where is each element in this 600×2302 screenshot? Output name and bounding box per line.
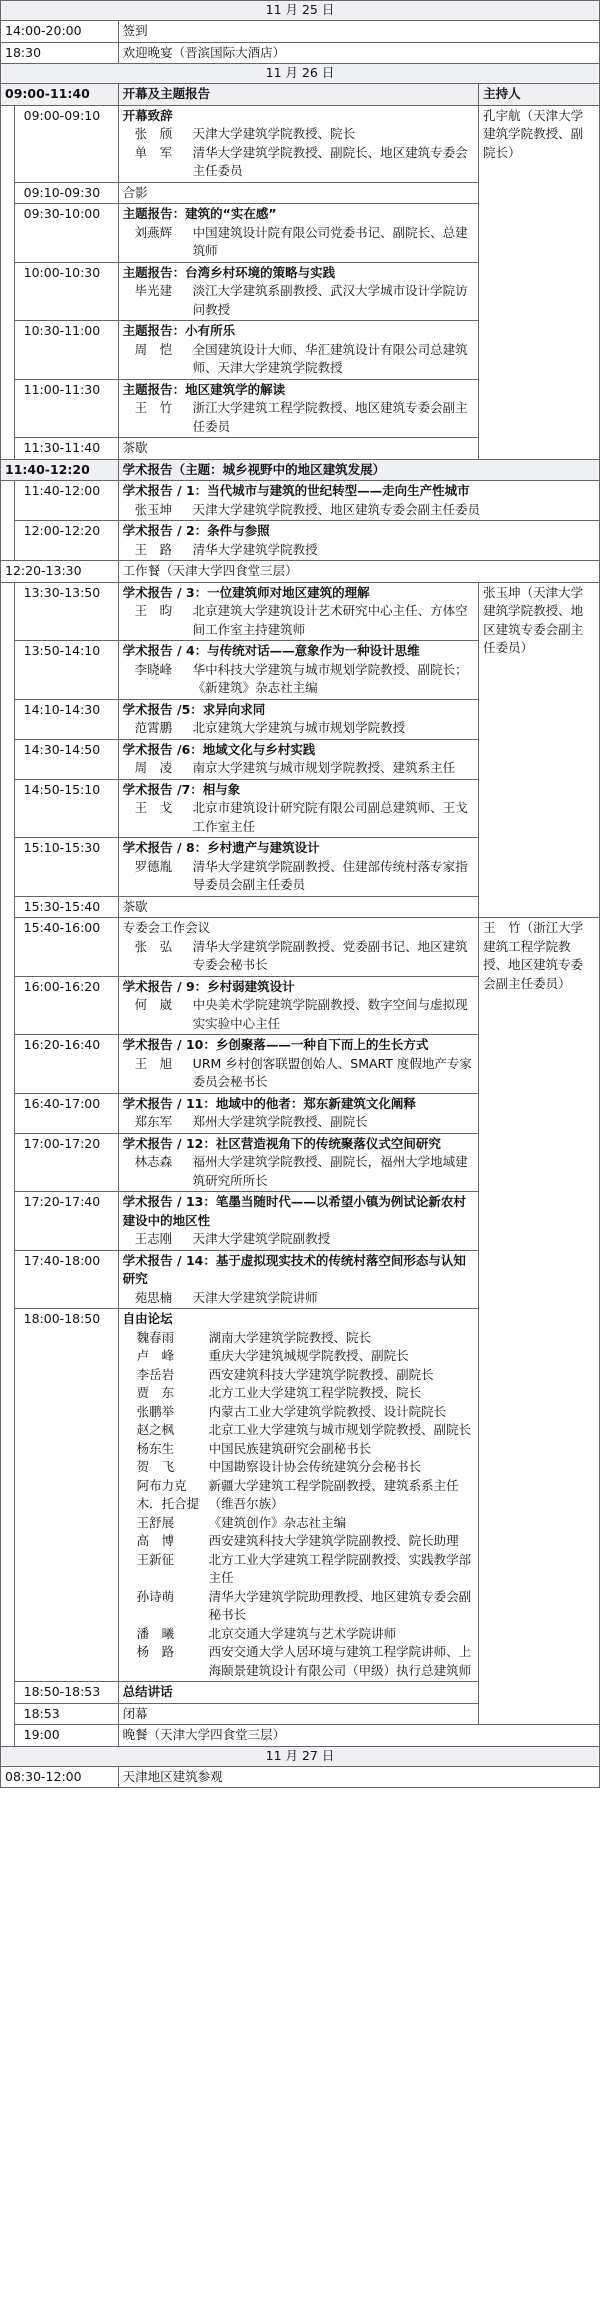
item-title: 学术报告 / 1：当代城市与建筑的世纪转型——走向生产性城市 — [122, 483, 470, 498]
speaker — [123, 1477, 474, 1514]
speaker-title: 北京市建筑设计研究院有限公司副总建筑师、王戈工作室主任 — [192, 800, 468, 834]
speaker — [123, 1366, 474, 1385]
time-cell: 17:20-17:40 — [14, 1192, 118, 1251]
speaker — [123, 719, 474, 738]
item-cell — [118, 1309, 478, 1682]
time-cell: 15:40-16:00 — [14, 918, 118, 977]
item-cell — [118, 438, 478, 460]
speaker-name: 王舒展 — [136, 1514, 175, 1530]
speaker-name: 赵之枫 — [136, 1422, 175, 1437]
speaker-title: 清华大学建筑学院教授 — [192, 541, 318, 557]
time-cell: 09:10-09:30 — [14, 182, 118, 204]
speaker-name: 贺 飞 — [136, 1459, 175, 1474]
item-cell — [118, 896, 478, 918]
speaker — [123, 1588, 474, 1625]
speaker — [123, 541, 595, 560]
speaker-name: 杨东生 — [136, 1440, 175, 1456]
speaker-title: 清华大学建筑学院助理教授、地区建筑专委会副秘书长 — [208, 1588, 472, 1622]
speaker — [123, 858, 474, 895]
section-title: 开幕及主题报告 — [118, 84, 478, 106]
speaker — [123, 1113, 474, 1132]
item-cell — [118, 321, 478, 380]
session-item-row — [1, 521, 600, 561]
item-cell — [118, 481, 599, 521]
speaker-name: 王新征 — [136, 1551, 175, 1567]
speaker-title: 北京交通大学建筑与艺术学院讲师 — [208, 1625, 397, 1641]
schedule-row — [1, 1725, 600, 1747]
item-title: 学术报告 /6：地域文化与乡村实践 — [122, 741, 316, 757]
speaker-title: 清华大学建筑学院副教授、党委副书记、地区建筑专委会秘书长 — [192, 938, 468, 972]
speaker — [123, 1421, 474, 1440]
speaker-name: 王 旭 — [134, 1055, 173, 1071]
speaker — [123, 1347, 474, 1366]
time-cell: 18:50-18:53 — [14, 1682, 118, 1704]
speaker-title: 内蒙古工业大学建筑学院教授、设计院院长 — [208, 1403, 447, 1419]
item-cell — [118, 182, 478, 204]
item-title: 茶歇 — [122, 440, 148, 455]
session-item-row — [1, 582, 600, 641]
item-cell — [118, 641, 478, 700]
item-title: 合影 — [122, 184, 148, 200]
speaker — [123, 661, 474, 698]
speaker-name: 杨 路 — [136, 1644, 175, 1659]
speaker-name: 张鹏举 — [136, 1403, 175, 1419]
speaker-title: 中国建筑设计院有限公司党委书记、副院长、总建筑师 — [192, 224, 468, 258]
time-cell: 12:20-13:30 — [1, 561, 119, 583]
item-title: 学术报告 / 4：与传统对话——意象作为一种设计思维 — [122, 643, 420, 658]
event-cell: 晚餐（天津大学四食堂三层） — [118, 1725, 599, 1747]
time-cell: 12:00-12:20 — [14, 521, 118, 561]
indent-cell — [1, 481, 15, 561]
speaker — [123, 938, 474, 975]
item-title: 主题报告：台湾乡村环境的策略与实践 — [122, 264, 336, 280]
time-cell: 17:40-18:00 — [14, 1250, 118, 1309]
speaker-title: 淡江大学建筑系副教授、武汉大学城市设计学院访问教授 — [192, 283, 468, 317]
section-time: 11:40-12:20 — [1, 459, 119, 481]
speaker — [123, 1289, 474, 1308]
time-cell: 09:00-09:10 — [14, 105, 118, 182]
schedule-row — [1, 42, 600, 64]
day-header-row — [1, 1, 600, 21]
speaker-name: 王 竹 — [134, 400, 173, 415]
item-cell — [118, 699, 478, 739]
item-title: 学术报告 / 8：乡村遗产与建筑设计 — [122, 840, 320, 855]
speaker-title: 《建筑创作》杂志社主编 — [208, 1514, 347, 1530]
item-cell — [118, 1035, 478, 1094]
item-title: 自由论坛 — [122, 1311, 173, 1326]
speaker — [123, 501, 595, 520]
speaker-title: 清华大学建筑学院教授、副院长、地区建筑专委会主任委员 — [192, 144, 468, 178]
item-title: 学术报告 / 9：乡村弱建筑设计 — [122, 978, 295, 994]
speaker-name: 贾 东 — [136, 1385, 175, 1400]
speaker-name: 单 军 — [134, 144, 173, 160]
section-time: 09:00-11:40 — [1, 84, 119, 106]
item-title: 开幕致辞 — [122, 107, 173, 123]
speaker — [123, 1625, 474, 1644]
speaker-title: 重庆大学建筑城规学院教授、副院长 — [208, 1348, 409, 1363]
speaker-name: 毕光建 — [134, 283, 173, 298]
event-cell: 天津地区建筑参观 — [118, 1766, 599, 1788]
speaker-title: 中国勘察设计协会传统建筑分会秘书长 — [208, 1459, 422, 1474]
time-cell: 14:00-20:00 — [1, 21, 119, 43]
indent-cell — [1, 105, 15, 459]
item-title: 闭幕 — [122, 1705, 148, 1721]
time-cell: 16:20-16:40 — [14, 1035, 118, 1094]
speaker — [123, 1551, 474, 1588]
speaker — [123, 224, 474, 261]
day-header: 11 月 27 日 — [1, 1746, 600, 1766]
speaker-title: 全国建筑设计大师、华汇建筑设计有限公司总建筑师、天津大学建筑学院教授 — [192, 341, 468, 375]
indent-cell — [1, 1725, 15, 1747]
speaker — [123, 602, 474, 639]
time-cell: 10:30-11:00 — [14, 321, 118, 380]
speaker-title: 南京大学建筑与城市规划学院教授、建筑系主任 — [192, 760, 456, 775]
section-header-row — [1, 84, 600, 106]
item-title: 学术报告 / 14：基于虚拟现实技术的传统村落空间形态与认知研究 — [122, 1252, 466, 1286]
speaker — [123, 1403, 474, 1422]
time-cell: 13:30-13:50 — [14, 582, 118, 641]
speaker-title: 福州大学建筑学院教授、副院长，福州大学地域建筑研究所所长 — [192, 1154, 468, 1188]
speaker-name: 高 博 — [136, 1533, 175, 1548]
item-cell — [118, 204, 478, 263]
speaker — [123, 1514, 474, 1533]
speaker-title: 中央美术学院建筑学院副教授、数字空间与虚拟现实实验中心主任 — [192, 997, 468, 1031]
session-item-row — [1, 918, 600, 977]
speaker-title: 西安交通大学人居环境与建筑工程学院讲师、上海颐景建筑设计有限公司（甲级）执行总建筑师 — [208, 1644, 472, 1678]
item-title: 学术报告 /5：求异向求同 — [122, 701, 266, 717]
speaker-title: 新疆大学建筑工程学院副教授、建筑系系主任（维吾尔族） — [208, 1477, 459, 1511]
speaker-title: 华中科技大学建筑与城市规划学院教授、副院长；《新建筑》杂志社主编 — [192, 661, 468, 695]
indent-cell — [1, 582, 15, 1725]
time-cell: 16:40-17:00 — [14, 1093, 118, 1133]
item-title: 学术报告 / 10：乡创聚落——一种自下而上的生长方式 — [122, 1037, 429, 1052]
speaker — [123, 996, 474, 1033]
speaker — [123, 1384, 474, 1403]
time-cell: 10:00-10:30 — [14, 262, 118, 321]
time-cell: 19:00 — [14, 1725, 118, 1747]
host-cell: 王 竹（浙江大学建筑工程学院教授、地区建筑专委会副主任委员） — [479, 918, 600, 1725]
event-cell: 欢迎晚宴（晋滨国际大酒店） — [118, 42, 599, 64]
time-cell: 08:30-12:00 — [1, 1766, 119, 1788]
speaker-name: 林志森 — [134, 1154, 173, 1169]
speaker-title: URM 乡村创客联盟创始人、SMART 度假地产专家委员会秘书长 — [192, 1055, 472, 1089]
speaker-name: 潘 曦 — [136, 1625, 175, 1641]
item-title: 主题报告：建筑的“实在感” — [122, 206, 277, 221]
speaker-name: 王 戈 — [134, 800, 173, 815]
schedule-row — [1, 561, 600, 583]
item-cell — [118, 1703, 478, 1725]
day-header: 11 月 26 日 — [1, 64, 600, 84]
item-cell — [118, 976, 478, 1035]
speaker-title: 清华大学建筑学院副教授、住建部传统村落专家指导委员会副主任委员 — [192, 858, 468, 892]
item-cell — [118, 262, 478, 321]
time-cell: 14:10-14:30 — [14, 699, 118, 739]
item-title: 学术报告 / 3：一位建筑师对地区建筑的理解 — [122, 584, 370, 600]
time-cell: 18:53 — [14, 1703, 118, 1725]
time-cell: 14:30-14:50 — [14, 739, 118, 779]
speaker-name: 王志刚 — [134, 1231, 173, 1246]
speaker — [123, 759, 474, 778]
speaker-name: 刘燕辉 — [134, 224, 173, 240]
speaker-name: 郑东军 — [134, 1114, 173, 1129]
speaker — [123, 1153, 474, 1190]
item-title: 学术报告 / 13：笔墨当随时代——以希望小镇为例试论新农村建设中的地区性 — [122, 1194, 466, 1228]
item-cell — [118, 918, 478, 977]
speaker-title: 郑州大学建筑学院教授、副院长 — [192, 1114, 368, 1129]
time-cell: 13:50-14:10 — [14, 641, 118, 700]
time-cell: 11:30-11:40 — [14, 438, 118, 460]
speaker-title: 北方工业大学建筑工程学院教授、院长 — [208, 1385, 422, 1400]
item-title: 学术报告 /7：相与象 — [122, 781, 241, 797]
speaker — [123, 1440, 474, 1459]
item-title: 主题报告：小有所乐 — [122, 323, 236, 338]
speaker-name: 王 路 — [134, 541, 173, 557]
speaker-name: 周 凌 — [134, 760, 173, 775]
speaker-name: 范霄鹏 — [134, 720, 173, 735]
day-header-row — [1, 1746, 600, 1766]
speaker — [123, 341, 474, 378]
item-cell — [118, 379, 478, 438]
speaker-name: 张玉坤 — [134, 501, 173, 517]
speaker — [123, 1230, 474, 1249]
item-cell — [118, 105, 478, 182]
speaker-name: 张 颀 — [134, 126, 173, 141]
speaker-name: 李岳岩 — [136, 1366, 175, 1382]
speaker — [123, 799, 474, 836]
item-title: 主题报告：地区建筑学的解读 — [122, 381, 286, 397]
speaker-name: 卢 峰 — [136, 1348, 175, 1363]
time-cell: 09:30-10:00 — [14, 204, 118, 263]
speaker-name: 罗德胤 — [134, 858, 173, 874]
host-cell: 张玉坤（天津大学建筑学院教授、地区建筑专委会副主任委员） — [479, 582, 600, 918]
speaker — [123, 1532, 474, 1551]
time-cell: 15:10-15:30 — [14, 838, 118, 897]
item-cell — [118, 582, 478, 641]
item-cell — [118, 739, 478, 779]
item-title: 茶歇 — [122, 898, 148, 914]
event-cell: 工作餐（天津大学四食堂三层） — [118, 561, 599, 583]
item-title: 专委会工作会议 — [122, 920, 211, 935]
day-header: 11 月 25 日 — [1, 1, 600, 21]
speaker — [123, 144, 474, 181]
speaker — [123, 399, 474, 436]
item-cell — [118, 1192, 478, 1251]
speaker — [123, 282, 474, 319]
item-cell — [118, 1133, 478, 1192]
speaker — [123, 125, 474, 144]
item-cell — [118, 1250, 478, 1309]
speaker-name: 苑思楠 — [134, 1289, 173, 1305]
speaker-name: 李晓峰 — [134, 661, 173, 677]
event-cell: 签到 — [118, 21, 599, 43]
speaker-title: 北京工业大学建筑与城市规划学院教授、副院长 — [208, 1422, 472, 1437]
speaker-name: 周 恺 — [134, 341, 173, 357]
host-cell: 孔宇航（天津大学建筑学院教授、副院长） — [479, 105, 600, 459]
host-header: 主持人 — [479, 84, 600, 106]
speaker-title: 天津大学建筑学院副教授 — [192, 1231, 331, 1246]
item-cell — [118, 779, 478, 838]
speaker-name: 王 昀 — [134, 603, 173, 618]
item-cell — [118, 521, 599, 561]
speaker — [123, 1458, 474, 1477]
speaker-name: 张 弘 — [134, 938, 173, 954]
time-cell: 18:30 — [1, 42, 119, 64]
item-cell — [118, 1682, 478, 1704]
schedule-row — [1, 21, 600, 43]
time-cell: 16:00-16:20 — [14, 976, 118, 1035]
time-cell: 14:50-15:10 — [14, 779, 118, 838]
session-item-row — [1, 481, 600, 521]
item-title: 总结讲话 — [122, 1684, 173, 1699]
speaker-title: 中国民族建筑研究会副秘书长 — [208, 1440, 372, 1456]
time-cell: 17:00-17:20 — [14, 1133, 118, 1192]
time-cell: 11:40-12:00 — [14, 481, 118, 521]
speaker-name: 阿布力克木．托合提 — [136, 1477, 200, 1511]
speaker-title: 天津大学建筑学院教授、院长 — [192, 126, 356, 141]
time-cell: 11:00-11:30 — [14, 379, 118, 438]
item-title: 学术报告 / 11：地域中的他者：郑东新建筑文化阐释 — [122, 1095, 416, 1111]
speaker-title: 北京建筑大学建筑设计艺术研究中心主任、方体空间工作室主持建筑师 — [192, 603, 468, 637]
item-cell — [118, 1093, 478, 1133]
speaker-title: 北方工业大学建筑工程学院副教授、实践教学部主任 — [208, 1551, 472, 1585]
time-cell: 18:00-18:50 — [14, 1309, 118, 1682]
speaker — [123, 1643, 474, 1680]
section-header-row — [1, 459, 600, 481]
speaker-title: 天津大学建筑学院讲师 — [192, 1289, 318, 1305]
speaker — [123, 1055, 474, 1092]
schedule-row — [1, 1766, 600, 1788]
speaker-title: 浙江大学建筑工程学院教授、地区建筑专委会副主任委员 — [192, 400, 468, 434]
speaker-title: 西安建筑科技大学建筑学院教授、副院长 — [208, 1366, 434, 1382]
speaker-title: 西安建筑科技大学建筑学院副教授、院长助理 — [208, 1533, 459, 1548]
time-cell: 15:30-15:40 — [14, 896, 118, 918]
day-header-row — [1, 64, 600, 84]
speaker-name: 孙诗萌 — [136, 1588, 175, 1604]
speaker-name: 何 崴 — [134, 997, 173, 1012]
speaker-title: 天津大学建筑学院教授、地区建筑专委会副主任委员 — [192, 501, 481, 517]
session-item-row — [1, 105, 600, 182]
speaker-title: 湖南大学建筑学院教授、院长 — [208, 1329, 372, 1345]
item-title: 学术报告 / 2：条件与参照 — [122, 523, 270, 538]
speaker — [123, 1329, 474, 1348]
speaker-title: 北京建筑大学建筑与城市规划学院教授 — [192, 720, 406, 735]
item-title: 学术报告 / 12：社区营造视角下的传统聚落仪式空间研究 — [122, 1135, 441, 1151]
section-title: 学术报告（主题：城乡视野中的地区建筑发展） — [118, 459, 599, 481]
speaker-name: 魏春雨 — [136, 1329, 175, 1345]
item-cell — [118, 838, 478, 897]
